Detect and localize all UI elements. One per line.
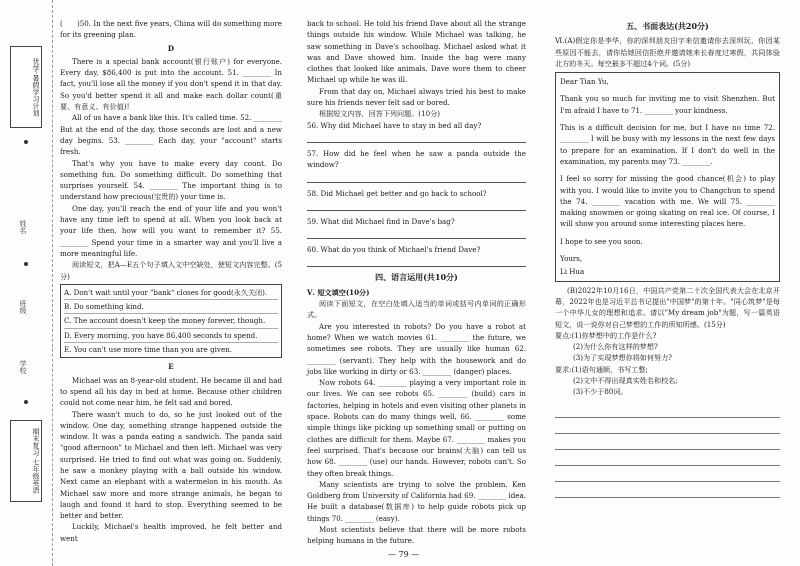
page-number: — 79 — [388,550,420,559]
column-left [60,18,282,544]
name-label: 姓名 [19,220,27,234]
brand-box-top: 优学·暑假学习计划 [10,46,42,128]
school-label: 学校 [19,360,27,374]
section-d-heading: D [167,43,175,53]
requirements-heading: 要求:(1)语句通顺，书写工整; [555,364,648,374]
question-59: 59. What did Michael find in Dave's bag? [307,216,455,226]
cloze-paragraph: Are you interested in robots? Do you have a robot at home? When we watch movies 61. ________ the future, we sometimes see robots. They are usually like human 62. ________ (servant). They help with the housework and do jobs like working in dirty or 63. ________ (danger) places. [307,321,526,376]
point-item: (2)为什么你有这样的梦想? [573,342,658,352]
question-50: ( )50. In the next five years, China will do something more for its greening plan. [60,19,282,40]
passage-d-paragraph: There is a special bank account(银行账户) for everyone. Every day, $86,400 is put into the account. 51. ________ In fact, you'll lose all the money if you don't spend it in that day. So you'd better spend it all and make each dollar count(重要、有意义、有价值)! [60,56,282,112]
writing-line[interactable] [555,452,780,466]
passage-e-paragraph: back to school. He told his friend Dave about all the strange things outside his window. While Michael was talking, he saw something in Dave's schoolbag. Michael asked what it was and Dave showed him. Inside the bag were many clothes that looked like animals. Dave wore them to cheer Michael up while he was ill. [307,19,526,85]
part-v-instruction: 阅读下面短文，在空白处填入适当的单词或括号内单词的正确形式。 [307,299,526,320]
option-b: B. Do something kind. [64,300,278,314]
requirement-item: (2)文中不得出现真实姓名和校名; [573,376,678,386]
writing-line[interactable] [555,420,780,434]
passage-d-paragraph: One day, you'll reach the end of your life and you won't have any time left to spend at all. When you look back at your life then, how will you want to remember it? 55. ________ Spend your time in a smarter way and you'll live a more meaningful life. [60,203,282,258]
class-label: 班级 [19,300,27,314]
letter-paragraph: I feel so sorry for missing the good chance(机会) to play with you. I would like to invite you to Changchun to spend the 74. ________ vacation with me. We will 75. ________ making snowmen or going skating on real ice. Of course, I will show you around some interesting places here. [560,174,775,229]
writing-line[interactable] [555,436,780,450]
option-c: C. The account doesn't keep the money forever, though. [64,314,278,328]
option-e: E. You can't use more time than you are given. [64,345,232,355]
passage-e-paragraph: From that day on, Michael always tried his best to make sure his friends never felt sad or bored. [307,86,526,108]
binding-hole [24,262,28,266]
part-vi-b-instruction: (B)2022年10月16日，中国共产党第二十次全国代表大会在北京开幕，2022年也是习近平总书记提出"中国梦"的第十年。"同心筑梦"是每一个中华儿女的理想和追求。请以"My dream job"为题，写一篇英语短文，说一说你对自己梦想的工作的所知所感。(15分) [555,285,780,329]
requirement-item: (3)不少于80词。 [573,387,628,397]
passage-e-paragraph: Michael was an 8-year-old student. He became ill and had to spend all his day in bed at home. Because other children could not come near him, he felt sad and bored. [60,375,282,408]
answer-line-60[interactable] [307,255,526,267]
letter-paragraph: Thank you so much for inviting me to visit Shenzhen. But I'm afraid I have to 71. ________ your kindness. [560,94,775,115]
passage-e-instruction: 根据短文内容，回答下列问题。(10分) [319,109,440,119]
writing-line[interactable] [555,484,780,498]
question-57: 57. How did he feel when he saw a panda outside the window? [307,148,526,170]
writing-line[interactable] [555,468,780,482]
section-4-heading: 四、语言运用(共10分) [375,272,458,283]
option-d: D. Every morning, you have 86,400 seconds to spend. [64,329,278,343]
section-5-heading: 五、书面表达(共20分) [626,21,709,31]
passage-e-paragraph: Luckily, Michael's health improved, he felt better and went [60,522,282,543]
column-middle [307,18,526,547]
brand-box-bottom: 期末复习·七年级英语 [10,420,42,502]
answer-line-57[interactable] [307,171,526,183]
letter-signoff: Yours, [560,254,583,264]
letter-box [555,72,780,281]
part-vi-a-instruction: Ⅵ.(A)假定你是李华，你的深圳朋友田宇来信邀请你去深圳玩，你因某些原因不能去，请你给她回信拒绝并邀请她来长春度过寒假，共同体验北方的冬天。每空最多不超过4个词。(5分) [555,36,780,68]
passage-d-paragraph: That's why you have to make every day count. Do something fun. Do something difficult. Do something that surprises yourself. 54. ________ The important thing is to understand how precious(宝贵的) your time is. [60,158,282,202]
binding-hole [24,140,28,144]
passage-e-paragraph: There wasn't much to do, so he just looked out of the window. One day, something strange happened outside the window. It was a panda eating a sandwich. The panda said "good afternoon" to Michael and then left. Michael was very surprised. He tried to find out what was going on. Suddenly, he saw a monkey playing with a ball outside his window. Next came an elephant with a watermelon in his mouth. As Michael saw more and more strange animals, he began to laugh and found it hard to stop. Everything seemed to be better and better. [60,409,282,521]
option-a: A. Don't wait until your "bank" closes for good(永久关闭). [64,286,278,300]
writing-line[interactable] [555,404,780,418]
answer-line-56[interactable] [307,131,526,143]
question-58: 58. Did Michael get better and go back to school? [307,188,487,198]
answer-line-59[interactable] [307,227,526,239]
column-right [555,18,780,498]
letter-paragraph: This is a difficult decision for me, but I have no time 72. ________ I will be busy with my lessons in the next few days to prepare for an examination. If I don't do well in the examination, my parents may 73. ________. [560,123,775,166]
letter-greeting: Dear Tian Yu, [560,77,609,87]
binding-margin [0,0,53,566]
points-heading: 要点:(1)你梦想中的工作是什么? [555,330,657,340]
answer-line-58[interactable] [307,199,526,211]
section-e-heading: E [168,362,174,372]
cloze-paragraph: Now robots 64. ________ playing a very important role in our lives. We can see robots 65. ________ (build) cars in factories, helping in hotels and even visiting other planets in space. Robots can do many things well, 66. ________ some simple things like picking up something small or putting on clothes are difficult for them. Maybe 67. ________ makes you feel surprised. That's because our brains(大脑) can tell us how 68. ________ (use) our hands. However, robots can't. So they often break things. [307,378,526,478]
point-item: (3)为了实现梦想你将如何努力? [573,353,672,363]
cloze-paragraph: Many scientists are trying to solve the problem. Ken Goldberg from University of California had 69. ________ idea. He built a database(数据库) to help guide robots pick up things 70. ________ (easy). [307,479,526,523]
part-v-heading: Ⅴ. 短文填空(10分) [307,287,370,297]
question-60: 60. What do you think of Michael's friend Dave? [307,245,481,255]
cloze-paragraph: Most scientists believe that there will be more robots helping humans in the future. [307,524,526,546]
passage-d-paragraph: All of us have a bank like this. It's called time. 52. ________ But at the end of the day, those seconds are lost and a new day begins. 53. ________ Each day, your "account" starts fresh. [60,113,282,157]
binding-hole [24,400,28,404]
question-56: 56. Why did Michael have to stay in bed all day? [307,120,482,130]
passage-d-instruction: 阅读短文，把A—E五个句子填入文中空缺处，使短文内容完整。(5分) [60,260,282,281]
letter-closing: I hope to see you soon. [560,236,643,246]
options-box [60,284,282,358]
letter-signature: Li Hua [560,267,585,277]
